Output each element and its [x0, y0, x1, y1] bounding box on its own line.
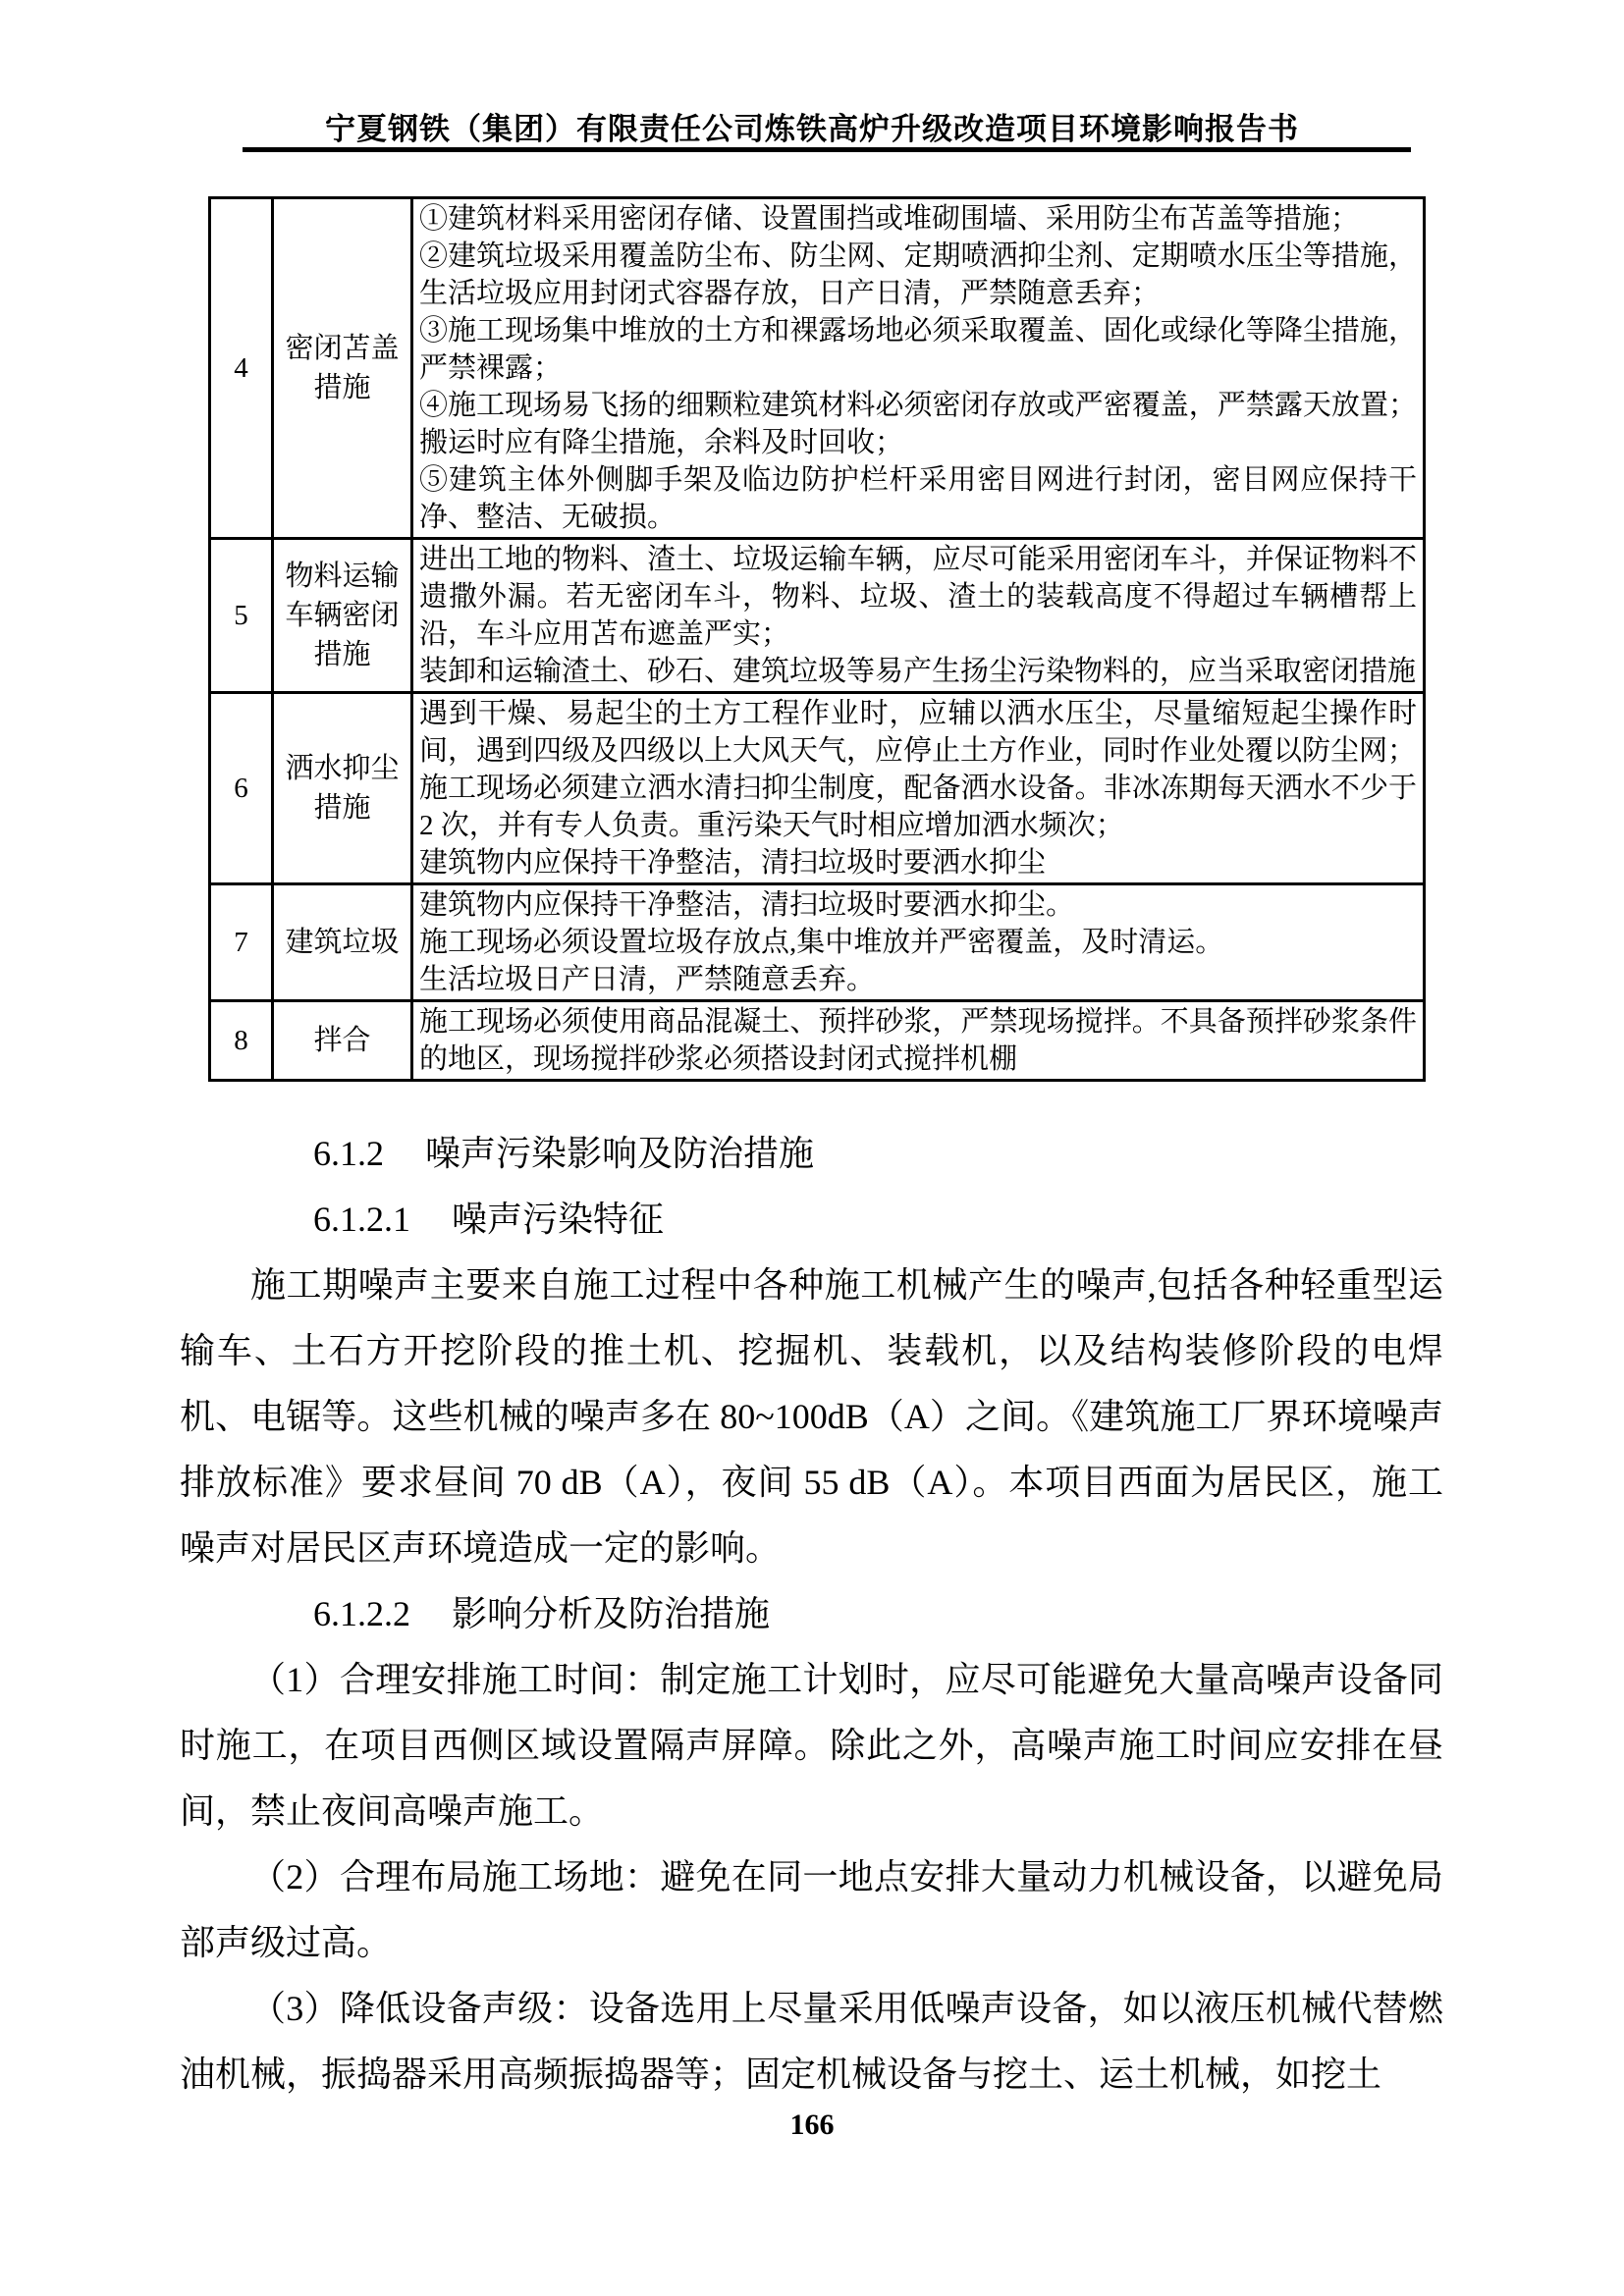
row-content: [412, 1001, 1425, 1081]
report-header-title: 宁夏钢铁（集团）有限责任公司炼铁高炉升级改造项目环境影响报告书: [325, 112, 1299, 146]
heading-number: 6.1.2.1: [313, 1200, 410, 1239]
row-label: 物料运输车辆密闭措施: [273, 539, 412, 693]
content-paragraph: 施工现场必须建立洒水清扫抑尘制度，配备洒水设备。非冰冻期每天洒水不少于 2 次，并有专人负责。重污染天气时相应增加洒水频次；: [419, 773, 1417, 841]
content-paragraph: ④施工现场易飞扬的细颗粒建筑材料必须密闭存放或严密覆盖，严禁露天放置；搬运时应有降尘措施，余料及时回收；: [419, 390, 1417, 458]
heading-number: 6.1.2: [313, 1134, 384, 1173]
row-content: [412, 884, 1425, 1001]
content-paragraph: ②建筑垃圾采用覆盖防尘布、防尘网、定期喷洒抑尘剂、定期喷水压尘等措施，生活垃圾应用封闭式容器存放，日产日清，严禁随意丢弃；: [419, 240, 1417, 309]
header-divider-rule: [243, 147, 1411, 152]
table-row: [210, 693, 1425, 884]
table-row: [210, 539, 1425, 693]
content-paragraph: 建筑物内应保持干净整洁，清扫垃圾时要洒水抑尘。: [419, 889, 1075, 921]
content-paragraph: 建筑物内应保持干净整洁，清扫垃圾时要洒水抑尘: [419, 847, 1047, 879]
heading-title: 噪声污染影响及防治措施: [425, 1134, 815, 1173]
page-number: 166: [789, 2109, 835, 2141]
content-paragraph: ③施工现场集中堆放的土方和裸露场地必须采取覆盖、固化或绿化等降尘措施，严禁裸露；: [419, 315, 1417, 384]
heading-title: 影响分析及防治措施: [452, 1594, 771, 1633]
heading-number: 6.1.2.2: [313, 1594, 410, 1633]
row-content: [412, 198, 1425, 539]
paragraph-measure-2: （2）合理布局施工场地：避免在同一地点安排大量动力机械设备，以避免局部声级过高。: [180, 1857, 1443, 1962]
content-paragraph: 施工现场必须设置垃圾存放点,集中堆放并严密覆盖，及时清运。: [419, 927, 1224, 958]
row-content: [412, 693, 1425, 884]
row-number: 5: [210, 539, 273, 693]
content-paragraph: 进出工地的物料、渣土、垃圾运输车辆，应尽可能采用密闭车斗，并保证物料不遗撒外漏。若无密闭车斗，物料、垃圾、渣土的装载高度不得超过车辆槽帮上沿，车斗应用苫布遮盖严实；: [419, 544, 1417, 650]
heading-6-1-2-1: [180, 1187, 1443, 1253]
heading-6-1-2: [180, 1121, 1443, 1187]
row-label: 建筑垃圾: [273, 884, 412, 1001]
heading-title: 噪声污染特征: [452, 1200, 665, 1239]
heading-6-1-2-2: [180, 1581, 1443, 1647]
paragraph-measure-3: （3）降低设备声级：设备选用上尽量采用低噪声设备，如以液压机械代替燃油机械，振捣器采用高频振捣器等；固定机械设备与挖土、运土机械，如挖土: [180, 1989, 1443, 2094]
content-paragraph: ⑤建筑主体外侧脚手架及临边防护栏杆采用密目网进行封闭，密目网应保持干净、整洁、无破损。: [419, 464, 1417, 533]
body-content: [180, 1121, 1443, 2108]
table-row: [210, 1001, 1425, 1081]
content-paragraph: 生活垃圾日产日清，严禁随意丢弃。: [419, 964, 876, 995]
table-row: [210, 198, 1425, 539]
dust-control-measures-table: [208, 196, 1426, 1082]
row-label: 密闭苫盖措施: [273, 198, 412, 539]
row-label: 洒水抑尘措施: [273, 693, 412, 884]
content-paragraph: ①建筑材料采用密闭存储、设置围挡或堆砌围墙、采用防尘布苫盖等措施；: [419, 203, 1360, 235]
row-content: [412, 539, 1425, 693]
content-paragraph: 施工现场必须使用商品混凝土、预拌砂浆，严禁现场搅拌。不具备预拌砂浆条件的地区，现场搅拌砂浆必须搭设封闭式搅拌机棚: [419, 1006, 1417, 1075]
row-label: 拌合: [273, 1001, 412, 1081]
content-paragraph: 装卸和运输渣土、砂石、建筑垃圾等易产生扬尘污染物料的，应当采取密闭措施: [419, 656, 1417, 687]
row-number: 7: [210, 884, 273, 1001]
paragraph-measure-1: （1）合理安排施工时间：制定施工计划时，应尽可能避免大量高噪声设备同时施工，在项目西侧区域设置隔声屏障。除此之外，高噪声施工时间应安排在昼间，禁止夜间高噪声施工。: [180, 1660, 1443, 1831]
content-paragraph: 遇到干燥、易起尘的土方工程作业时，应辅以洒水压尘，尽量缩短起尘操作时间，遇到四级及四级以上大风天气，应停止土方作业，同时作业处覆以防尘网；: [419, 698, 1417, 767]
table-row: [210, 884, 1425, 1001]
row-number: 4: [210, 198, 273, 539]
row-number: 6: [210, 693, 273, 884]
paragraph-noise-characteristics: 施工期噪声主要来自施工过程中各种施工机械产生的噪声,包括各种轻重型运输车、土石方开挖阶段的推土机、挖掘机、装载机，以及结构装修阶段的电焊机、电锯等。这些机械的噪声多在 80~100dB（A）之间。《建筑施工厂界环境噪声排放标准》要求昼间 70 dB（A），夜间 55 dB（A）。本项目西面为居民区，施工噪声对居民区声环境造成一定的影响。: [180, 1265, 1443, 1568]
row-number: 8: [210, 1001, 273, 1081]
